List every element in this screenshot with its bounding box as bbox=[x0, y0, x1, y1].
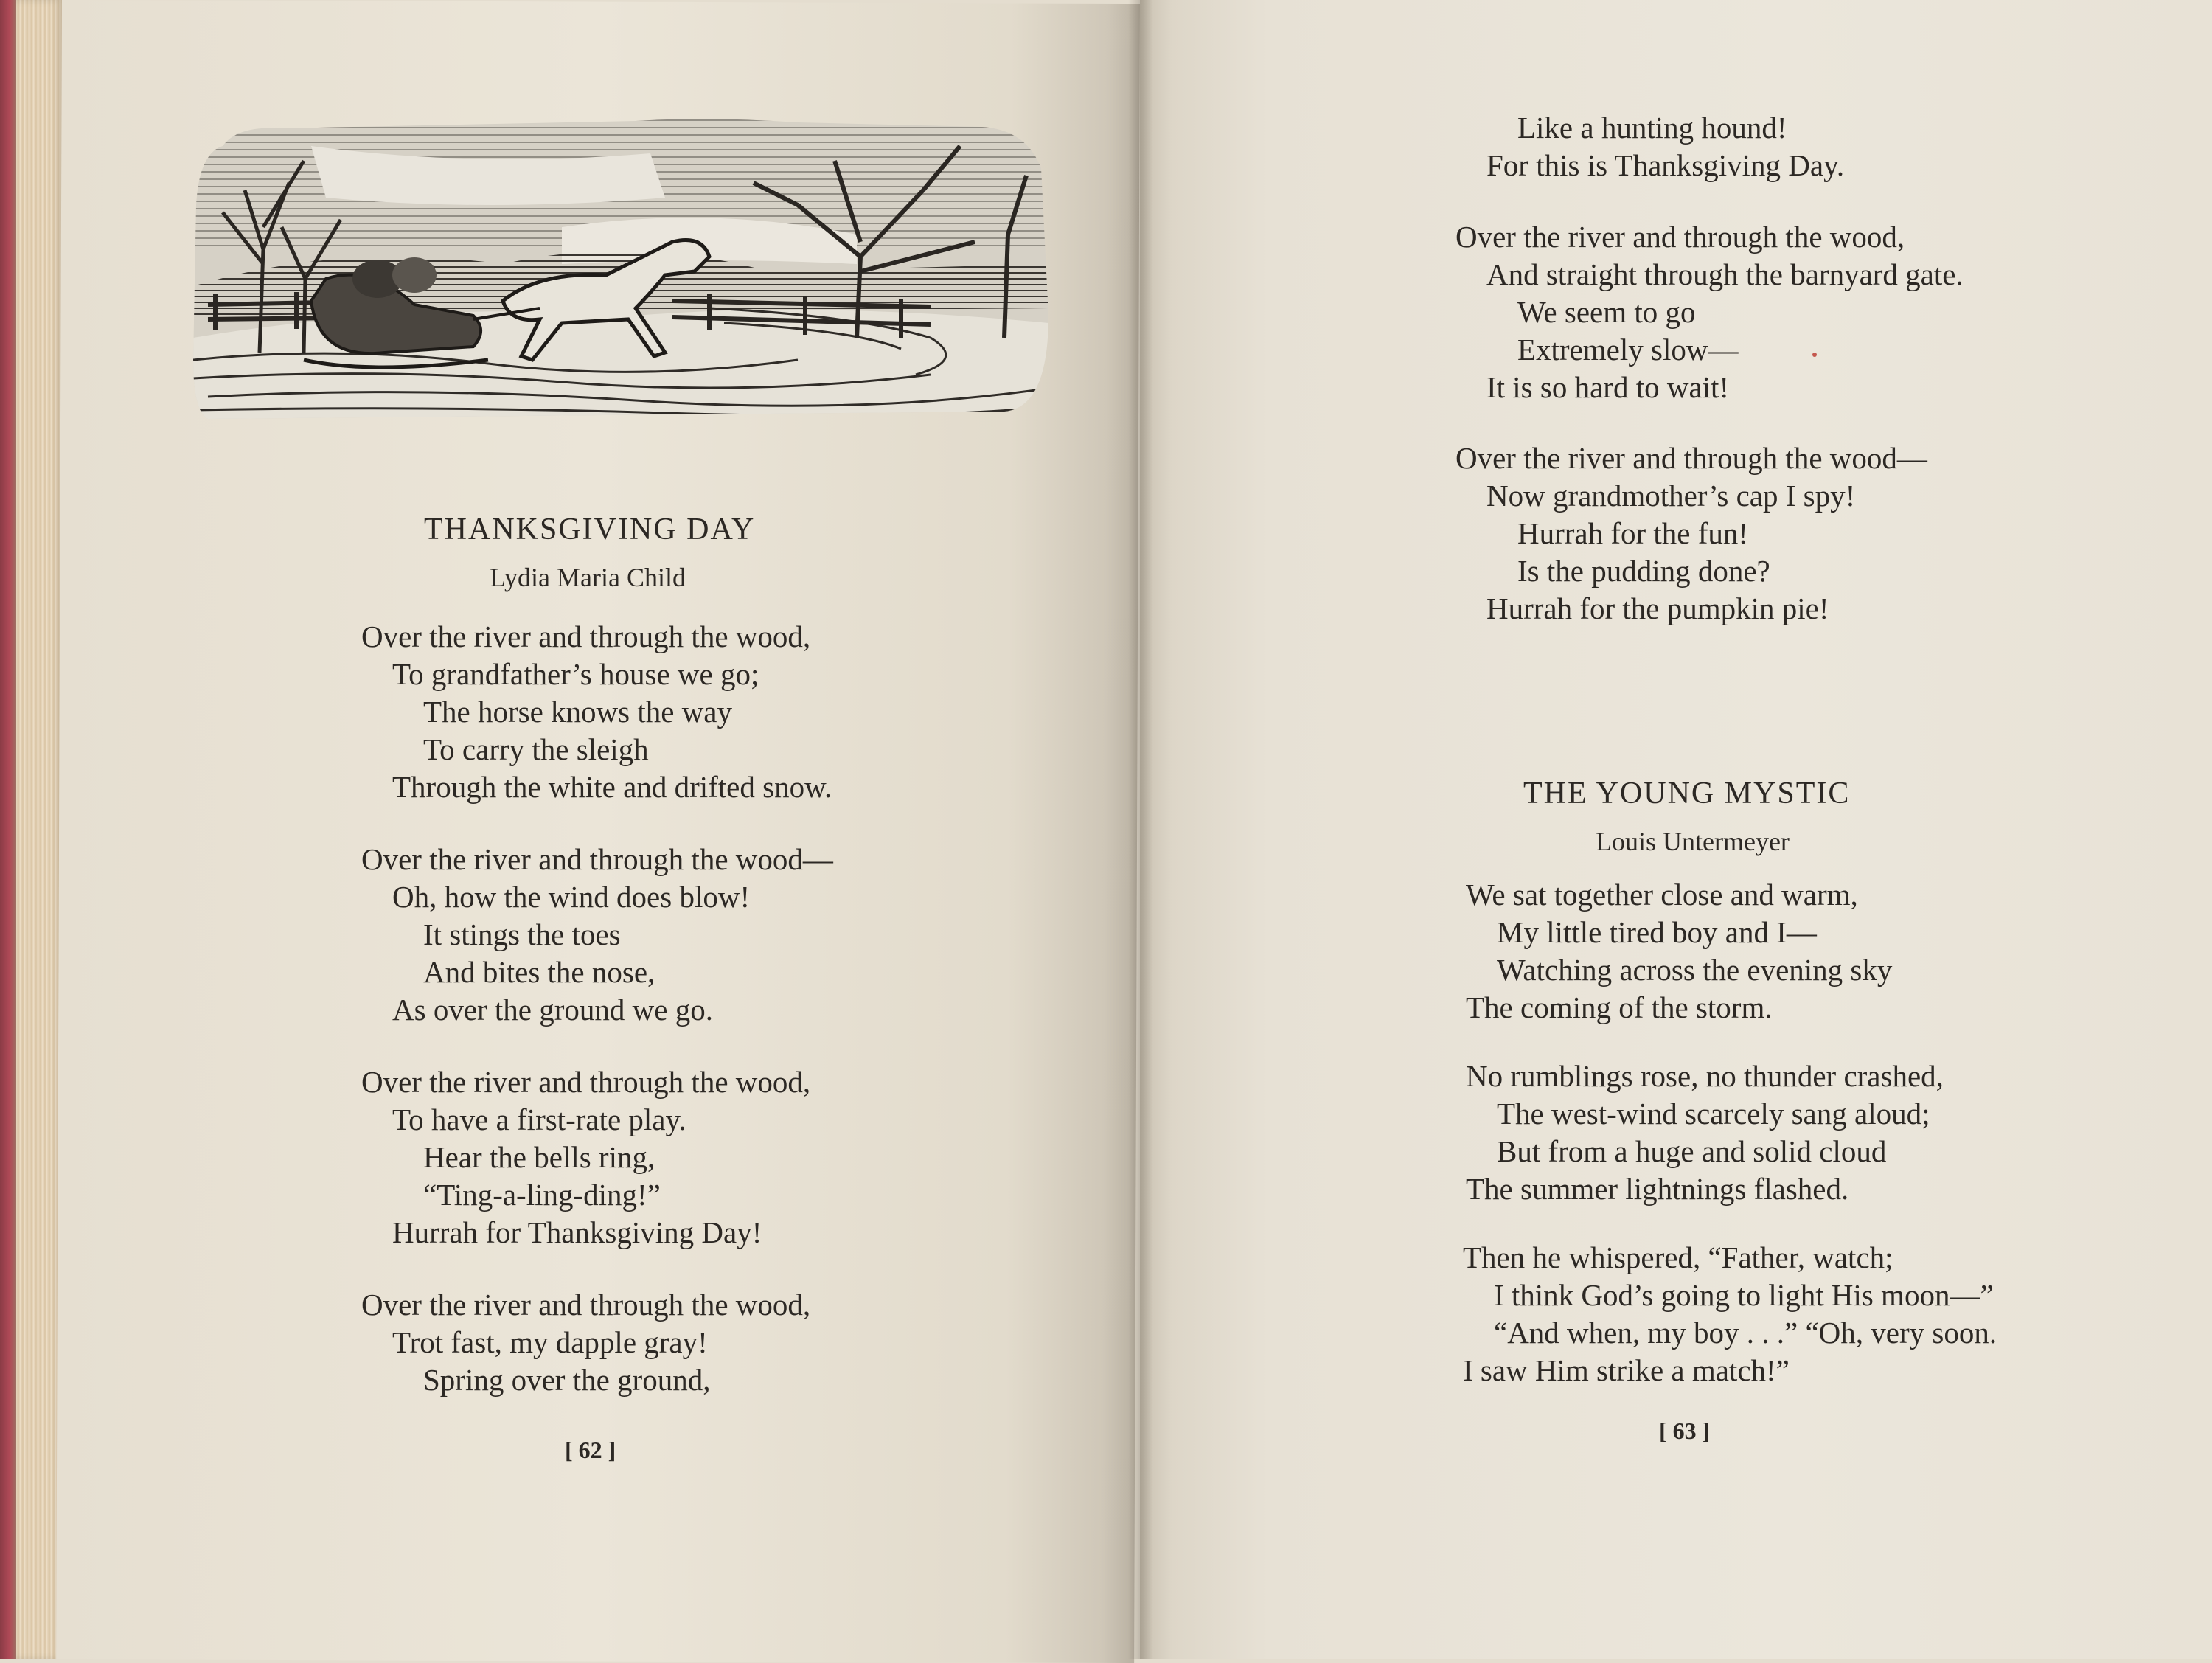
stanza bbox=[361, 841, 833, 1029]
poem-author-louis-untermeyer: Louis Untermeyer bbox=[1596, 827, 1790, 856]
stanza bbox=[1466, 876, 1892, 1027]
poem-line: Watching across the evening sky bbox=[1497, 953, 1893, 987]
stanza bbox=[361, 1286, 810, 1399]
poem-line: I saw Him strike a match!” bbox=[1463, 1353, 1790, 1387]
poem-line: And straight through the barnyard gate. bbox=[1486, 257, 1964, 291]
poem-line: I think God’s going to light His moon—” bbox=[1494, 1278, 1994, 1312]
poem-line: The summer lightnings flashed. bbox=[1466, 1172, 1849, 1206]
poem-line: Now grandmother’s cap I spy! bbox=[1486, 479, 1856, 513]
poem-author-lydia-maria-child: Lydia Maria Child bbox=[490, 563, 686, 592]
page-stack-edge bbox=[16, 0, 62, 1659]
poem-line: Over the river and through the wood, bbox=[1455, 220, 1905, 254]
poem-line: As over the ground we go. bbox=[392, 993, 713, 1027]
poem-line: To have a first-rate play. bbox=[392, 1103, 686, 1136]
book-gutter bbox=[1128, 0, 1153, 1659]
stanza bbox=[361, 1063, 810, 1251]
poem-line: Hurrah for the fun! bbox=[1517, 516, 1749, 550]
poem-line: Over the river and through the wood, bbox=[361, 619, 811, 653]
poem-line: My little tired boy and I— bbox=[1497, 915, 1817, 949]
book-cover-edge bbox=[0, 0, 16, 1659]
poem-line: It is so hard to wait! bbox=[1486, 370, 1730, 404]
poem-line: We seem to go bbox=[1517, 295, 1696, 329]
poem-title-thanksgiving-day: THANKSGIVING DAY bbox=[424, 513, 756, 546]
sleigh-woodcut-image bbox=[193, 117, 1048, 419]
poem-line: For this is Thanksgiving Day. bbox=[1486, 148, 1845, 182]
page-number-left: [ 62 ] bbox=[565, 1437, 616, 1463]
stanza bbox=[1486, 109, 1844, 184]
poem-line: Hurrah for the pumpkin pie! bbox=[1486, 591, 1829, 625]
poem-line: Oh, how the wind does blow! bbox=[392, 880, 751, 914]
poem-line: “And when, my boy . . .” “Oh, very soon. bbox=[1494, 1316, 1997, 1350]
poem-line: Over the river and through the wood— bbox=[361, 842, 833, 876]
poem-line: Hear the bells ring, bbox=[423, 1140, 655, 1174]
poem-line: Trot fast, my dapple gray! bbox=[392, 1325, 708, 1359]
ink-speck bbox=[1812, 353, 1817, 357]
poem-line: We sat together close and warm, bbox=[1466, 878, 1858, 912]
poem-line: To grandfather’s house we go; bbox=[392, 657, 759, 691]
poem-title-the-young-mystic: THE YOUNG MYSTIC bbox=[1523, 777, 1851, 810]
poem-line: The horse knows the way bbox=[423, 695, 733, 729]
sleigh-illustration bbox=[193, 117, 1048, 419]
poem-line: Through the white and drifted snow. bbox=[392, 770, 832, 804]
poem-line: Spring over the ground, bbox=[423, 1363, 711, 1397]
stanza bbox=[1466, 1058, 1944, 1208]
poem-line: Then he whispered, “Father, watch; bbox=[1463, 1240, 1893, 1274]
poem-line: Like a hunting hound! bbox=[1517, 111, 1787, 145]
stanza bbox=[1455, 440, 1927, 628]
poem-line: But from a huge and solid cloud bbox=[1497, 1134, 1887, 1168]
poem-line: And bites the nose, bbox=[423, 955, 655, 989]
poem-line: No rumblings rose, no thunder crashed, bbox=[1466, 1059, 1944, 1093]
stanza bbox=[1455, 218, 1964, 406]
poem-line: Hurrah for Thanksgiving Day! bbox=[392, 1215, 762, 1249]
poem-line: “Ting-a-ling-ding!” bbox=[423, 1178, 661, 1212]
stanza bbox=[1463, 1239, 1997, 1389]
poem-line: The west-wind scarcely sang aloud; bbox=[1497, 1097, 1930, 1131]
page-number-right: [ 63 ] bbox=[1659, 1417, 1711, 1444]
poem-line: It stings the toes bbox=[423, 917, 621, 951]
poem-line: Extremely slow— bbox=[1517, 333, 1739, 367]
poem-line: Over the river and through the wood, bbox=[361, 1288, 811, 1322]
poem-line: The coming of the storm. bbox=[1466, 990, 1773, 1024]
poem-line: Over the river and through the wood— bbox=[1455, 441, 1927, 475]
poem-line: Is the pudding done? bbox=[1517, 554, 1770, 588]
poem-line: To carry the sleigh bbox=[423, 732, 649, 766]
stanza bbox=[361, 618, 832, 806]
poem-line: Over the river and through the wood, bbox=[361, 1065, 811, 1099]
